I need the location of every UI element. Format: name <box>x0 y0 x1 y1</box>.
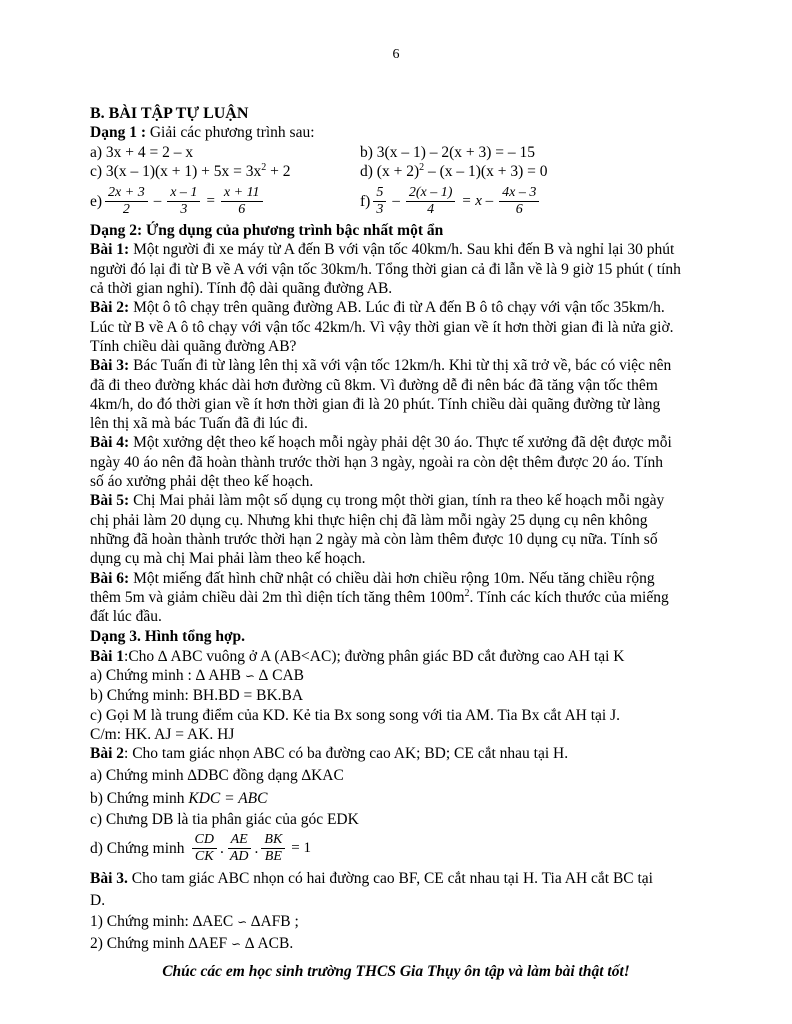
dang1-heading-line <box>90 123 705 142</box>
eq-f-frac2-den: 4 <box>427 201 435 217</box>
dang1-heading: Dạng 1 : <box>90 124 146 142</box>
dang2-bai6-line2 <box>90 588 705 607</box>
eq-e-frac1 <box>105 185 148 218</box>
dang2-bai6-line3: đất lúc đầu. <box>90 608 162 626</box>
dang2-bai2-line2: Lúc từ B về A ô tô chạy với vận tốc 42km/h. Vì vậy thời gian về ít hơn thời gian đi là nửa giờ. <box>90 318 674 336</box>
dang3-bai3-1-post: ∆AFB ; <box>247 912 299 930</box>
dang2-bai1-line1 <box>90 240 705 259</box>
dang3-bai2-label: Bài 2 <box>90 745 125 763</box>
eq-e-frac2-num: x – 1 <box>167 185 200 202</box>
eq-f-frac3-den: 6 <box>515 201 523 217</box>
eq-f-frac3 <box>499 185 539 218</box>
eq-f-label: f) <box>360 192 371 210</box>
eq-e-frac2 <box>167 185 200 218</box>
dang3-bai3-1-pre: 1) Chứng minh: ∆AEC <box>90 912 238 930</box>
bai2-d-frac1-num: CD <box>192 832 217 849</box>
dang3-bai2-b-pre: b) Chứng minh <box>90 789 189 807</box>
dang2-bai6 <box>90 569 705 627</box>
dang2-bai6-line2-post: . Tính các kích thước của miếng <box>469 588 669 606</box>
dang3-bai3-2-pre: 2) Chứng minh ∆AEF <box>90 935 232 953</box>
dang2-bai5-line4: dụng cụ mà chị Mai phải làm theo kế hoạch. <box>90 550 366 568</box>
dang2-bai5-text1: Chị Mai phải làm một số dụng cụ trong một thời gian, tính ra theo kế hoạch mỗi ngày <box>129 492 665 510</box>
dang2-bai6-sup: 2 <box>464 587 470 599</box>
dang2-bai3-text1: Bác Tuấn đi từ làng lên thị xã với vận tốc 12km/h. Khi từ thị xã trở về, bác có việc nên <box>129 357 672 375</box>
bai2-d-frac1 <box>192 832 217 865</box>
dang1-heading-rest: Giải các phương trình sau: <box>145 124 315 142</box>
dang2-bai1-line3: cả thời gian nghỉ). Tính độ dài quãng đường AB. <box>90 280 393 298</box>
dang3-bai3-intro <box>90 869 705 888</box>
dang2-bai4-label: Bài 4: <box>90 434 130 452</box>
dang2-bai5-line2: chị phải làm 20 dụng cụ. Nhưng khi thực hiện chị đã làm mỗi ngày 25 dụng cụ nên không <box>90 511 648 529</box>
section-title: B. BÀI TẬP TỰ LUẬN <box>90 105 249 122</box>
similar-symbol: ∽ <box>231 937 242 952</box>
eq-d-post: – (x – 1)(x + 3) = 0 <box>424 162 548 180</box>
bai2-d-frac3-num: BK <box>261 832 285 849</box>
dang3-bai3-1 <box>90 912 705 932</box>
bai2-d-frac2-num: AE <box>228 832 251 849</box>
dang3-bai3-label: Bài 3. <box>90 870 128 888</box>
eq-f-op1: – <box>392 192 400 209</box>
dang2-bai6-line2-pre: thêm 5m và giảm chiều dài 2m thì diện tích tăng thêm 100m <box>90 588 465 606</box>
eq-c <box>90 162 360 181</box>
eq-c-sup: 2 <box>261 161 267 173</box>
dang3-bai1-intro <box>90 647 705 666</box>
dang3-bai1-b: b) Chứng minh: BH.BD = BK.BA <box>90 687 304 705</box>
dang2-bai2-label: Bài 2: <box>90 299 130 317</box>
dang2-bai6-text1: Một miếng đất hình chữ nhật có chiều dài hơn chiều rộng 10m. Nếu tăng chiều rộng <box>129 569 655 587</box>
eq-a: a) 3x + 4 = 2 – x <box>90 143 194 161</box>
similar-symbol: ∽ <box>237 914 248 929</box>
dang2-bai4-line1 <box>90 433 705 452</box>
page-number: 6 <box>392 47 400 62</box>
eq-f-frac1-den: 3 <box>376 201 384 217</box>
eq-e <box>90 185 360 218</box>
dang2-bai3-label: Bài 3: <box>90 357 130 375</box>
footer-message: Chúc các em học sinh trường THCS Gia Thụy ôn tập và làm bài thật tốt! <box>162 963 630 980</box>
dang1-row-ab <box>90 143 705 162</box>
eq-f-op2: = x – <box>461 192 494 209</box>
eq-f-frac1 <box>373 185 386 218</box>
eq-c-pre: c) 3(x – 1)(x + 1) + 5x = 3x <box>90 162 262 180</box>
dang2-bai5-line3: những đã hoàn thành trước thời hạn 2 ngày mà còn làm thêm được 10 dụng cụ nữa. Tính số <box>90 530 658 548</box>
dang2-bai5-line1 <box>90 491 705 510</box>
dang3-bai1-c: c) Gọi M là trung điểm của KD. Kẻ tia Bx song song với tia AM. Tia Bx cắt AH tại J. <box>90 706 620 724</box>
dang3-bai1-cm: C/m: HK. AJ = AK. HJ <box>90 725 235 743</box>
eq-c-post: + 2 <box>266 162 291 180</box>
dang2-bai2-line1 <box>90 298 705 317</box>
dang2-bai4 <box>90 433 705 491</box>
eq-e-frac2-den: 3 <box>180 201 188 217</box>
dang2-bai4-line2: ngày 40 áo nên đã hoàn thành trước thời hạn 3 ngày, ngoài ra còn dệt thêm được 20 áo. Tính <box>90 453 663 471</box>
dang2-bai1-text1: Một người đi xe máy từ A đến B với vận tốc 40km/h. Sau khi đến B và nghỉ lại 30 phút <box>129 241 675 259</box>
dang2-bai1 <box>90 240 705 298</box>
dang2-bai2-line3: Tính chiều dài quãng đường AB? <box>90 337 297 355</box>
eq-e-frac3 <box>221 185 263 218</box>
dang2-heading: Dạng 2: Ứng dụng của phương trình bậc nhất một ẩn <box>90 222 444 240</box>
dang3-bai2-b <box>90 789 705 808</box>
bai2-d-frac3-den: BE <box>264 848 282 864</box>
eq-d <box>360 162 548 181</box>
dang3-bai2-a: a) Chứng minh ∆DBC đồng dạng ∆KAC <box>90 766 344 784</box>
dang2-bai6-label: Bài 6: <box>90 569 130 587</box>
bai2-d-frac2-den: AD <box>229 848 249 864</box>
eq-d-pre: d) (x + 2) <box>360 162 420 180</box>
dang2-bai6-line1 <box>90 569 705 588</box>
eq-f-frac2 <box>406 185 456 218</box>
dang2-bai2 <box>90 298 705 356</box>
eq-e-op2: = <box>206 192 215 209</box>
dang2-bai3-line4: lên thị xã mà bác Tuấn đã đi lúc đi. <box>90 415 308 433</box>
similar-symbol: ∽ <box>244 669 255 684</box>
dang3-bai3-line2: D. <box>90 891 106 909</box>
eq-f-frac2-num: 2(x – 1) <box>406 185 456 202</box>
dang2-bai2-text1: Một ô tô chạy trên quãng đường AB. Lúc đi từ A đến B ô tô chạy với vận tốc 35km/h. <box>129 299 665 317</box>
eq-b: b) 3(x – 1) – 2(x + 3) = – 15 <box>360 143 536 161</box>
dang2-bai4-line3: số áo xưởng phải dệt theo kế hoạch. <box>90 473 314 491</box>
dang3-bai2-c: c) Chưng DB là tia phân giác của góc EDK <box>90 811 359 829</box>
eq-f <box>360 185 542 218</box>
eq-e-op1: – <box>153 192 162 209</box>
dang3-bai1-a-post: ∆ CAB <box>254 667 304 685</box>
dang3-bai2-d <box>90 829 705 867</box>
dang3-bai2-intro <box>90 744 705 763</box>
dang3-bai2-text: : Cho tam giác nhọn ABC có ba đường cao AK; BD; CE cắt nhau tại H. <box>124 745 569 763</box>
eq-f-frac3-num: 4x – 3 <box>499 185 539 202</box>
eq-e-frac3-num: x + 11 <box>221 185 263 202</box>
dang3-bai1-label: Bài 1 <box>90 647 125 665</box>
bai2-d-eq: = 1 <box>291 839 311 856</box>
dang3-bai1-text: :Cho ∆ ABC vuông ở A (AB<AC); đường phân giác BD cắt đường cao AH tại K <box>124 647 625 665</box>
dang3-bai3-2 <box>90 934 705 954</box>
dang2-bai3-line1 <box>90 356 705 375</box>
document-body <box>90 104 705 955</box>
dang3-bai2-b-math: KDC = ABC <box>188 789 268 807</box>
eq-e-frac1-den: 2 <box>122 201 130 217</box>
dang2-bai3-line3: 4km/h, do đó thời gian về ít hơn thời gian đi là 20 phút. Tính chiều dài quãng đường từ làng <box>90 395 661 413</box>
dang2-bai3-line2: đã đi theo đường khác dài hơn đường cũ 8km. Vì đường dễ đi nên bác đã tăng vận tốc thêm <box>90 376 658 394</box>
dang1-row-cd <box>90 162 705 181</box>
bai2-d-dot1: . <box>219 839 224 857</box>
dang3-bai3-2-post: ∆ ACB. <box>241 935 294 953</box>
dang3-heading: Dạng 3. Hình tổng hợp. <box>90 628 246 646</box>
bai2-d-dot2: . <box>254 839 259 857</box>
eq-e-frac1-num: 2x + 3 <box>105 185 148 202</box>
eq-e-label: e) <box>90 192 103 210</box>
dang2-bai5-label: Bài 5: <box>90 492 130 510</box>
dang3-bai1-a <box>90 666 705 686</box>
dang1-row-ef <box>90 181 705 221</box>
bai2-d-frac1-den: CK <box>194 848 214 864</box>
dang2-bai1-label: Bài 1: <box>90 241 130 259</box>
dang3-bai2-d-pre: d) Chứng minh <box>90 839 185 857</box>
eq-e-frac3-den: 6 <box>238 201 246 217</box>
eq-d-sup: 2 <box>419 161 425 173</box>
dang2-bai4-text1: Một xưởng dệt theo kế hoạch mỗi ngày phải dệt 30 áo. Thực tế xưởng đã dệt được mỗi <box>129 434 672 452</box>
dang2-bai1-line2: người đó lại đi từ B về A với vận tốc 30km/h. Tổng thời gian cả đi lẫn về là 9 giờ 15 phút ( tính <box>90 260 681 278</box>
bai2-d-frac3 <box>261 832 285 865</box>
eq-f-frac1-num: 5 <box>373 185 386 202</box>
dang3-bai3-text: Cho tam giác ABC nhọn có hai đường cao BF, CE cắt nhau tại H. Tia AH cắt BC tại <box>127 870 653 888</box>
bai2-d-frac2 <box>227 832 252 865</box>
dang3-bai1-a-pre: a) Chứng minh : ∆ AHB <box>90 667 245 685</box>
dang2-bai5 <box>90 491 705 568</box>
dang2-bai3 <box>90 356 705 433</box>
